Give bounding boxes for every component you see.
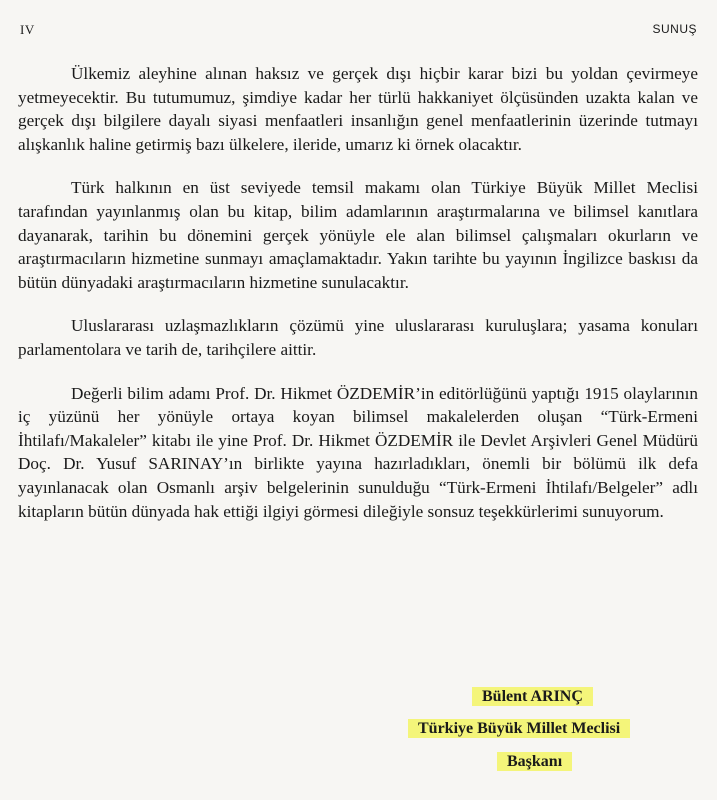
section-title: SUNUŞ [652,22,697,36]
signature-name-line [472,688,593,706]
paragraph-2: Türk halkının en üst seviyede temsil makamı olan Türkiye Büyük Millet Meclisi tarafından yayınlanmış olan bu kitap, bilim adamlarının araştırmalarına ve bilimsel kanıtlara dayanarak, tarihin bu dönemini gerçek yönüyle ele alan bilimsel çalışmaları okurların ve araştırmacıların hizmetine sunmayı amaçlamaktadır. Yakın tarihte bu yayının İngilizce baskısı da bütün dünyadaki araştırmacıların hizmetine sunulacaktır. [18,178,698,292]
paragraph-1: Ülkemiz aleyhine alınan haksız ve gerçek dışı hiçbir karar bizi bu yoldan çevirmeye yetmeyecektir. Bu tutumumuz, şimdiye kadar her türlü hakkaniyet ölçüsünden uzakta kalan ve gerçek dışı bilgilere dayalı siyasi menfaatleri insanlığın genel menfaatlerinin üzerinde tutmayı alışkanlık haline getirmiş bazı ülkelere, ileride, umarız ki örnek olacaktır. [18,64,698,154]
paragraph-4: Değerli bilim adamı Prof. Dr. Hikmet ÖZDEMİR’in editörlüğünü yaptığı 1915 olaylarının iç yüzünü her yönüyle ortaya koyan bilimsel makalelerden oluşan “Türk-Ermeni İhtilafı/Makaleler” kitabı ile yine Prof. Dr. Hikmet ÖZDEMİR ile Devlet Arşivleri Genel Müdürü Doç. Dr. Yusuf SARINAY’ın birlikte yayına hazırladıkları, önemli bir bölümü ilk defa yayınlanacak olan Osmanlı arşiv belgelerinin sunulduğu “Türk-Ermeni İhtilafı/Belgeler” adlı kitapların bütün dünyada hak ettiği ilgiyi görmesi dileğiyle sonsuz teşekkürlerimi sunuyorum. [18,383,698,521]
body-text [18,62,698,543]
signature-title-line [408,720,630,738]
page-number: IV [20,22,35,37]
signature-role-line [497,753,572,771]
signatory-name: Bülent ARINÇ [472,687,593,706]
signatory-role: Başkanı [497,752,572,771]
paragraph-3: Uluslararası uzlaşmazlıkların çözümü yine uluslararası kuruluşlara; yasama konuları parlamentolara ve tarih de, tarihçilere aittir. [18,316,698,359]
signatory-institution: Türkiye Büyük Millet Meclisi [408,719,630,738]
